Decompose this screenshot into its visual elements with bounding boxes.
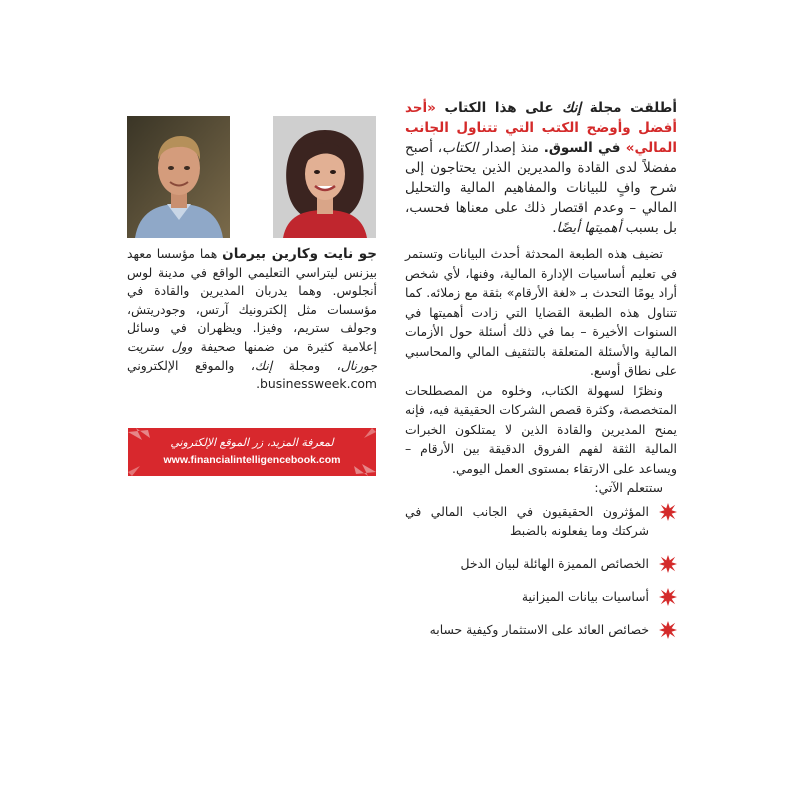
magazine-name: إنك <box>562 100 582 116</box>
learn-list <box>405 502 677 639</box>
author-photo-joe-knight <box>127 116 230 238</box>
inc-name: إنك <box>254 357 273 373</box>
author-bio <box>127 245 377 394</box>
learn-heading: ستتعلم الآتي: <box>594 480 663 495</box>
burst-bullet-icon <box>659 621 677 639</box>
intro-part6: . <box>552 220 557 236</box>
description-column <box>405 98 677 653</box>
intro-part1: أطلقت مجلة <box>581 100 678 116</box>
author-names: جو نايت وكارين بيرمان <box>222 246 377 262</box>
bio-part4: . <box>256 376 261 392</box>
banner-caption: لمعرفة المزيد، زر الموقع الإلكتروني <box>170 436 334 449</box>
banner-url[interactable]: www.financialintelligencebook.com <box>163 454 341 466</box>
wsj-name: وول ستريت جورنال <box>127 338 377 373</box>
intro-part4: منذ إصدار <box>478 140 544 156</box>
man-portrait-icon <box>127 116 230 238</box>
list-item <box>405 620 677 639</box>
bio-part3: ، والموقع الإلكتروني <box>127 357 255 373</box>
woman-portrait-icon <box>273 116 376 238</box>
list-item <box>405 587 677 606</box>
burst-bullet-icon <box>659 588 677 606</box>
intro-quote: «أحد أفضل وأوضح الكتب التي تتناول الجانب المالي» <box>405 100 677 156</box>
update-paragraph: تضيف هذه الطبعة المحدثة أحدث البيانات وتستمر في تعليم أساسيات الإدارة المالية، وفنها، لأي شخص أراد يومًا التحدث بـ «لغة الأرقام» بثقة مع زملائه. كما تتناول هذه الطبعة القضايا التي زادت أهميتها في السنوات الأخيرة – بما في ذلك أسئلة حول الأزمات المالية والأسئلة المتعلقة بالتثقيف المالي والمحاسبي على نطاق أوسع. <box>405 246 677 378</box>
website-banner <box>128 428 376 476</box>
intro-part3: في السوق. <box>543 140 626 156</box>
intro-emphasis: أهميتها أيضًا <box>556 220 622 236</box>
bio-part2: ، ومجلة <box>272 357 341 373</box>
author-bio-paragraph <box>127 245 377 394</box>
intro-paragraph <box>405 98 677 238</box>
book-word: الكتاب <box>442 140 479 156</box>
list-item-text: المؤثرون الحقيقيون في الجانب المالي في شركتك وما يفعلونه بالضبط <box>405 503 649 538</box>
list-item-text: الخصائص المميزة الهائلة لبيان الدخل <box>460 555 649 571</box>
list-item <box>405 554 677 573</box>
burst-bullet-icon <box>659 503 677 521</box>
burst-bullet-icon <box>659 555 677 573</box>
bio-part1: هما مؤسسا معهد بيزنس ليتراسي التعليمي الواقع في مدينة لوس أنجلوس. وهما يدربان المديرين والقادة في مؤسسات مثل إلكترونيك آرتس، وجودريتش، وجولف ستريم، وفيزا. ويظهران في وسائل إعلامية كثيرة من ضمنها صحيفة <box>127 246 378 354</box>
businessweek-link: businessweek.com <box>260 376 377 392</box>
author-photo-karen-berman <box>273 116 376 238</box>
ease-paragraph: ونظرًا لسهولة الكتاب، وخلوه من المصطلحات المتخصصة، وكثرة قصص الشركات الحقيقية فيه، فإنه يمنح المديرين والقادة الذين لا يمتلكون الخبرات المالية الثقة لفهم الفروق الدقيقة بين الأرقام – ويساعد على الارتقاء بمستوى العمل اليومي. <box>405 382 677 476</box>
intro-part5: ، أصبح مفضلاً لدى القادة والمديرين الذين يحتاجون إلى شرح وافٍ للبيانات والمفاهيم المالية والتحليل المالي – وعدم اقتصار ذلك على معناها فحسب، بل بسبب <box>405 140 677 236</box>
list-item-text: أساسيات بيانات الميزانية <box>521 588 649 604</box>
list-item <box>405 502 677 540</box>
intro-part2: على هذا الكتاب <box>435 100 563 116</box>
list-item-text: خصائص العائد على الاستثمار وكيفية حسابه <box>429 621 649 637</box>
